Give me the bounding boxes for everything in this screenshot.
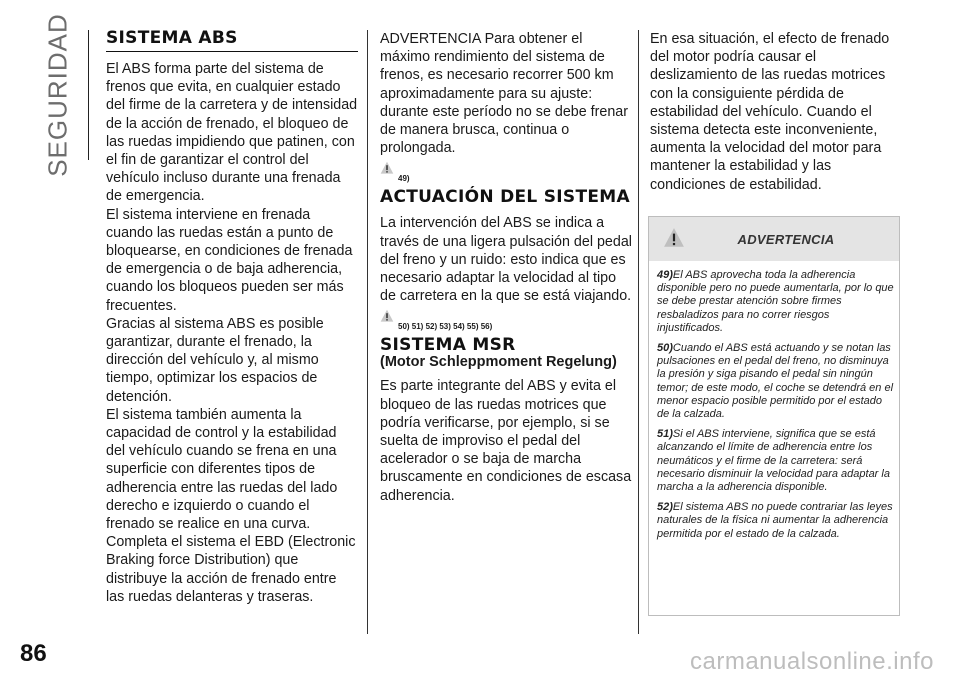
warning-header xyxy=(649,217,899,261)
warning-reference: 49) xyxy=(380,161,632,181)
section-label: SEGURIDAD xyxy=(42,13,73,177)
heading-msr: SISTEMA MSR xyxy=(380,335,516,356)
side-rule xyxy=(88,30,89,160)
paragraph: La intervención del ABS se indica a través de una ligera pulsación del pedal del freno y un ruido: esto indica que es necesario adaptar la velocidad al tipo de carretera en la que se está viajando. xyxy=(380,215,632,305)
column-msr-cont xyxy=(650,30,896,194)
warning-item: 49)El ABS aprovecha toda la adherencia disponible pero no puede aumentarla, por lo que se debe prestar atención sobre firmes resbaladizos para no correr riesgos injustificados. xyxy=(657,269,894,334)
page-number: 86 xyxy=(20,640,47,667)
paragraph: Es parte integrante del ABS y evita el bloqueo de las ruedas motrices que podría verificarse, por ejemplo, si se suelta de improviso el pedal del acelerador o se baja de marcha bruscamente en condiciones de escasa adherencia. xyxy=(380,378,632,504)
paragraph: Gracias al sistema ABS es posible garantizar, durante el frenado, la dirección del vehículo y, al mismo tiempo, optimizar los espacios de detención. xyxy=(106,315,324,405)
warning-item: 50)Cuando el ABS está actuando y se notan las pulsaciones en el pedal del freno, no disminuya la presión y siga pisando el pedal sin ningún temor; de este modo, el coche se detendrá en el menor espacio posible permitido por el estado de la calzada. xyxy=(657,342,894,421)
warning-reference: 50) 51) 52) 53) 54) 55) 56) xyxy=(380,309,632,329)
warning-triangle-icon xyxy=(380,161,394,175)
advertencia-intro: ADVERTENCIA Para obtener el máximo rendimiento del sistema de frenos, es necesario recorrer 500 km aproximadamente para su ajuste: durante este período no se debe frenar de manera brusca, continua o prolongada. xyxy=(380,31,628,157)
column-divider xyxy=(638,30,639,634)
column-divider xyxy=(367,30,368,634)
warning-box xyxy=(648,216,900,616)
subheading-msr: (Motor Schleppmoment Regelung) xyxy=(380,354,617,371)
heading-sistema-abs: SISTEMA ABS xyxy=(106,30,358,52)
paragraph: El sistema también aumenta la capacidad de control y la estabilidad del vehículo cuando se frena en una superficie con diferentes tipos de adherencia entre las ruedas del lado derecho e izquierdo o cuando el frenado se realice en una curva. xyxy=(106,406,338,533)
watermark: carmanualsonline.info xyxy=(690,648,934,675)
column-actuacion xyxy=(380,30,632,505)
paragraph: El ABS forma parte del sistema de frenos que evita, en cualquier estado del firme de la carretera y de intensidad de la acción de frenado, el bloqueo de las ruedas impidiendo que patinen, con el fin de garantizar el control del vehículo incluso durante una frenada de emergencia. xyxy=(106,61,358,205)
column-abs xyxy=(106,30,358,606)
warning-triangle-icon xyxy=(380,309,394,323)
paragraph: En esa situación, el efecto de frenado del motor podría causar el deslizamiento de las ruedas motrices con la consiguiente pérdida de estabilidad del vehículo. Cuando el sistema detecta este inconveniente, aumenta la velocidad del motor para mantener la estabilidad y las condiciones de estabilidad. xyxy=(650,31,890,193)
paragraph: Completa el sistema el EBD (Electronic Braking force Distribution) que distribuye la acción de frenado entre las ruedas delanteras y traseras. xyxy=(106,534,356,605)
warning-triangle-icon xyxy=(663,227,685,249)
warning-title: ADVERTENCIA xyxy=(737,231,835,247)
heading-actuacion: ACTUACIÓN DEL SISTEMA xyxy=(380,187,630,208)
warning-item: 51)Si el ABS interviene, significa que se está alcanzando el límite de adherencia entre los neumáticos y el firme de la carretera: será necesario disminuir la velocidad para adaptar la marcha a la adherencia disponible. xyxy=(657,428,890,494)
warning-item: 52)El sistema ABS no puede contrariar las leyes naturales de la física ni aumentar la adherencia permitida por el estado de la calzada. xyxy=(657,501,893,540)
paragraph: El sistema interviene en frenada cuando las ruedas están a punto de bloquearse, en condiciones de frenada de emergencia o de baja adherencia, cuando los bloqueos pueden ser más frecuentes. xyxy=(106,206,353,314)
warning-list xyxy=(649,261,899,541)
